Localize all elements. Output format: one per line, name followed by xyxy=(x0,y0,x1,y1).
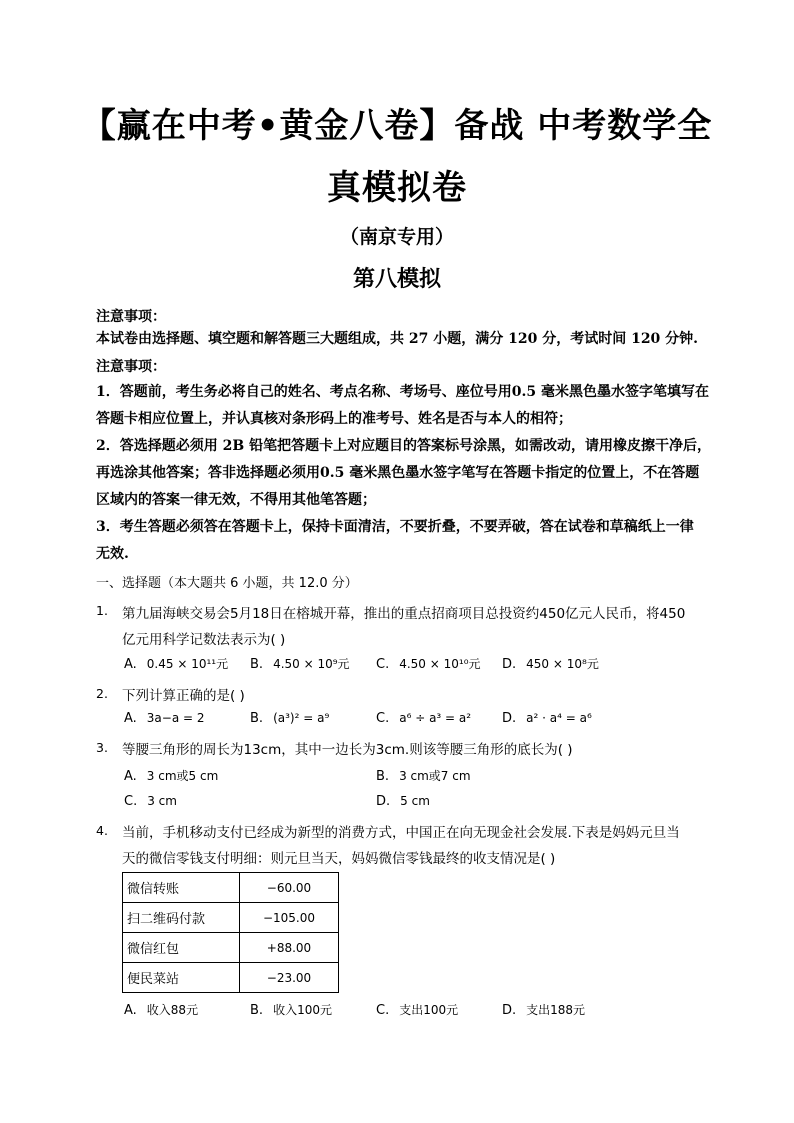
question-1-line-1: 第九届海峡交易会5月18日在榕城开幕，推出的重点招商项目总投资约450亿元人民币，将450 xyxy=(122,606,686,622)
exam-title-line1: 【赢在中考•黄金八卷】备战 中考数学全 xyxy=(81,106,713,146)
option-label: D. xyxy=(502,657,517,672)
option-label: C. xyxy=(124,794,138,809)
payment-table xyxy=(122,872,339,993)
option-text: 收入88元 xyxy=(146,1003,199,1017)
option-label: B. xyxy=(250,657,264,672)
option-label: A. xyxy=(124,1003,137,1018)
option-1c[interactable] xyxy=(376,655,481,672)
option-label: B. xyxy=(376,769,390,784)
notes-item-3b: 无效. xyxy=(96,546,129,562)
option-label: D. xyxy=(502,1003,517,1018)
question-number: 1. xyxy=(96,603,108,618)
option-text: 4.50 × 10⁹元 xyxy=(273,657,350,671)
exam-title-line2: 真模拟卷 xyxy=(327,168,467,208)
table-cell-amount: +88.00 xyxy=(240,933,339,963)
option-text: 收入100元 xyxy=(273,1003,332,1017)
option-label: D. xyxy=(376,794,391,809)
notes-item-1a: 1．答题前，考生务必将自己的姓名、考点名称、考场号、座位号用0.5 毫米黑色墨水签字笔填写在 xyxy=(96,384,709,400)
table-row xyxy=(123,903,339,933)
option-2a[interactable] xyxy=(124,711,205,726)
table-row xyxy=(123,933,339,963)
question-number: 3. xyxy=(96,740,108,755)
option-label: A. xyxy=(124,711,137,726)
option-text: 4.50 × 10¹⁰元 xyxy=(399,657,481,671)
option-text: 3a−a = 2 xyxy=(146,711,205,725)
notes-line-1: 本试卷由选择题、填空题和解答题三大题组成，共 27 小题，满分 120 分，考试时间 120 分钟. xyxy=(96,331,699,347)
table-row xyxy=(123,873,339,903)
option-text: 支出188元 xyxy=(526,1003,586,1017)
table-cell-amount: −23.00 xyxy=(240,963,339,993)
option-4d[interactable] xyxy=(502,1001,585,1018)
option-3a[interactable] xyxy=(124,767,218,784)
notes-item-1b: 答题卡相应位置上，并认真核对条形码上的准考号、姓名是否与本人的相符； xyxy=(96,411,572,427)
question-3-line-1: 等腰三角形的周长为13cm，其中一边长为3cm.则该等腰三角形的底长为( ) xyxy=(122,742,573,758)
option-4c[interactable] xyxy=(376,1001,458,1018)
option-text: 3 cm或5 cm xyxy=(146,769,219,783)
table-cell-item: 扫二维码付款 xyxy=(123,903,240,933)
question-4-line-2: 天的微信零钱支付明细：则元旦当天，妈妈微信零钱最终的收支情况是( ) xyxy=(122,851,556,867)
option-text: 0.45 × 10¹¹元 xyxy=(146,657,229,671)
notes-heading-1: 注意事项： xyxy=(96,309,166,325)
question-1-line-2: 亿元用科学记数法表示为( ) xyxy=(122,632,286,648)
option-2d[interactable] xyxy=(502,711,592,726)
option-label: C. xyxy=(376,657,390,672)
option-text: 5 cm xyxy=(400,794,430,808)
option-1a[interactable] xyxy=(124,655,228,672)
notes-item-3a: 3．考生答题必须答在答题卡上，保持卡面清洁，不要折叠，不要弄破，答在试卷和草稿纸上一律 xyxy=(96,519,694,535)
option-2c[interactable] xyxy=(376,711,471,726)
option-label: A. xyxy=(124,769,137,784)
table-cell-amount: −60.00 xyxy=(240,873,339,903)
table-cell-amount: −105.00 xyxy=(240,903,339,933)
option-label: C. xyxy=(376,711,390,726)
table-cell-item: 便民菜站 xyxy=(123,963,240,993)
option-1d[interactable] xyxy=(502,655,599,672)
question-2-line-1: 下列计算正确的是( ) xyxy=(122,688,245,704)
section-heading: 一、选择题（本大题共 6 小题，共 12.0 分） xyxy=(96,576,358,591)
option-label: B. xyxy=(250,711,264,726)
question-number: 4. xyxy=(96,823,108,838)
exam-subtitle: （南京专用） xyxy=(339,226,454,248)
option-1b[interactable] xyxy=(250,655,350,672)
option-4b[interactable] xyxy=(250,1001,332,1018)
option-text: 450 × 10⁸元 xyxy=(526,657,599,671)
option-label: D. xyxy=(502,711,517,726)
option-3c[interactable] xyxy=(124,794,177,809)
notes-item-2c: 区域内的答案一律无效，不得用其他笔答题； xyxy=(96,492,376,508)
mock-title: 第八模拟 xyxy=(352,266,441,292)
option-text: 支出100元 xyxy=(399,1003,459,1017)
option-label: A. xyxy=(124,657,137,672)
table-cell-item: 微信红包 xyxy=(123,933,240,963)
table-row xyxy=(123,963,339,993)
question-number: 2. xyxy=(96,686,108,701)
notes-item-2b: 再选涂其他答案；答非选择题必须用0.5 毫米黑色墨水签字笔写在答题卡指定的位置上，不在答题 xyxy=(96,465,700,481)
option-label: B. xyxy=(250,1003,264,1018)
option-3b[interactable] xyxy=(376,767,471,784)
option-text: 3 cm或7 cm xyxy=(399,769,471,783)
option-2b[interactable] xyxy=(250,711,329,726)
option-text: (a³)² = a⁹ xyxy=(273,711,330,725)
option-label: C. xyxy=(376,1003,390,1018)
option-4a[interactable] xyxy=(124,1001,198,1018)
option-text: 3 cm xyxy=(147,794,177,808)
notes-item-2a: 2．答选择题必须用 2B 铅笔把答题卡上对应题目的答案标号涂黑，如需改动，请用橡皮擦干净后， xyxy=(96,438,712,454)
option-text: a⁶ ÷ a³ = a² xyxy=(399,711,472,725)
notes-heading-2: 注意事项： xyxy=(96,359,166,375)
option-3d[interactable] xyxy=(376,794,430,809)
question-4-line-1: 当前，手机移动支付已经成为新型的消费方式，中国正在向无现金社会发展.下表是妈妈元旦当 xyxy=(122,825,680,841)
table-cell-item: 微信转账 xyxy=(123,873,240,903)
option-text: a² · a⁴ = a⁶ xyxy=(526,711,592,725)
